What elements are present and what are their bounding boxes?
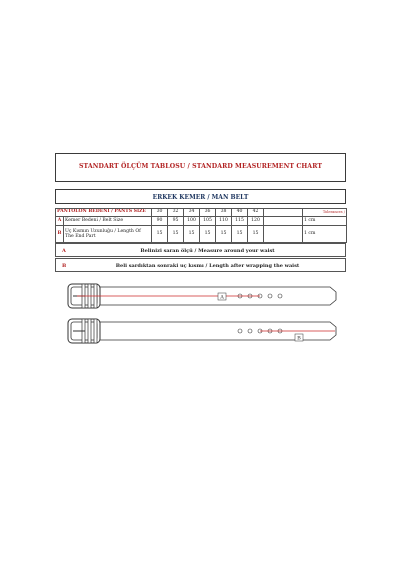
product-title-box xyxy=(55,189,346,204)
definition-letter: B xyxy=(62,262,67,269)
empty-cell xyxy=(264,226,303,243)
value-cell: 15 xyxy=(184,226,200,243)
value-cell: 15 xyxy=(216,226,232,243)
product-title: ERKEK KEMER / MAN BELT xyxy=(152,193,249,201)
size-header-label: PANTOLON BEDENİ / PANTS SIZE xyxy=(56,209,152,217)
size-header-cell: 30 xyxy=(152,209,168,217)
value-cell: 15 xyxy=(232,226,248,243)
chart-title: STANDART ÖLÇÜM TABLOSU / STANDARD MEASUREMENT CHART xyxy=(78,163,323,170)
definition-row-a xyxy=(55,243,346,257)
value-cell: 95 xyxy=(168,217,184,226)
belt-a-diagram xyxy=(68,284,336,308)
definition-text: Belinizi saran ölçü / Measure around your waist xyxy=(140,247,275,254)
size-header-cell: 32 xyxy=(168,209,184,217)
value-cell: 15 xyxy=(248,226,264,243)
definition-row-b xyxy=(55,258,346,272)
value-cell: 15 xyxy=(152,226,168,243)
size-header-cell: 36 xyxy=(200,209,216,217)
table-row xyxy=(56,226,347,243)
size-header-cell: 40 xyxy=(232,209,248,217)
marker-a-label: A xyxy=(220,294,224,301)
measurement-table xyxy=(55,208,347,243)
empty-cell xyxy=(264,209,303,217)
size-header-cell: 34 xyxy=(184,209,200,217)
row-label: Kemer Bedeni / Belt Size xyxy=(64,217,152,226)
belt-illustration xyxy=(55,273,346,353)
empty-cell xyxy=(264,217,303,226)
tolerance-cell: 1 cm xyxy=(303,226,347,243)
tolerance-header: Tolerances / xyxy=(303,209,347,217)
value-cell: 15 xyxy=(200,226,216,243)
value-cell: 15 xyxy=(168,226,184,243)
definition-letter: A xyxy=(62,247,66,254)
value-cell: 105 xyxy=(200,217,216,226)
size-header-cell: 42 xyxy=(248,209,264,217)
value-cell: 115 xyxy=(232,217,248,226)
definition-text: Beli sardıktan sonraki uç kısmı / Length after wrapping the waist xyxy=(115,262,300,269)
size-header-cell: 38 xyxy=(216,209,232,217)
tolerance-cell: 1 cm xyxy=(303,217,347,226)
row-label: Uç Kısmın Uzunluğu / Length Of The End Part xyxy=(64,226,152,243)
belt-b-diagram xyxy=(68,319,336,343)
size-header-row xyxy=(56,209,347,217)
marker-b-label: B xyxy=(297,335,301,342)
row-letter: A xyxy=(56,217,64,226)
value-cell: 120 xyxy=(248,217,264,226)
chart-title-box xyxy=(55,153,346,182)
value-cell: 100 xyxy=(184,217,200,226)
value-cell: 90 xyxy=(152,217,168,226)
value-cell: 110 xyxy=(216,217,232,226)
row-letter: B xyxy=(56,226,64,243)
table-row xyxy=(56,217,347,226)
